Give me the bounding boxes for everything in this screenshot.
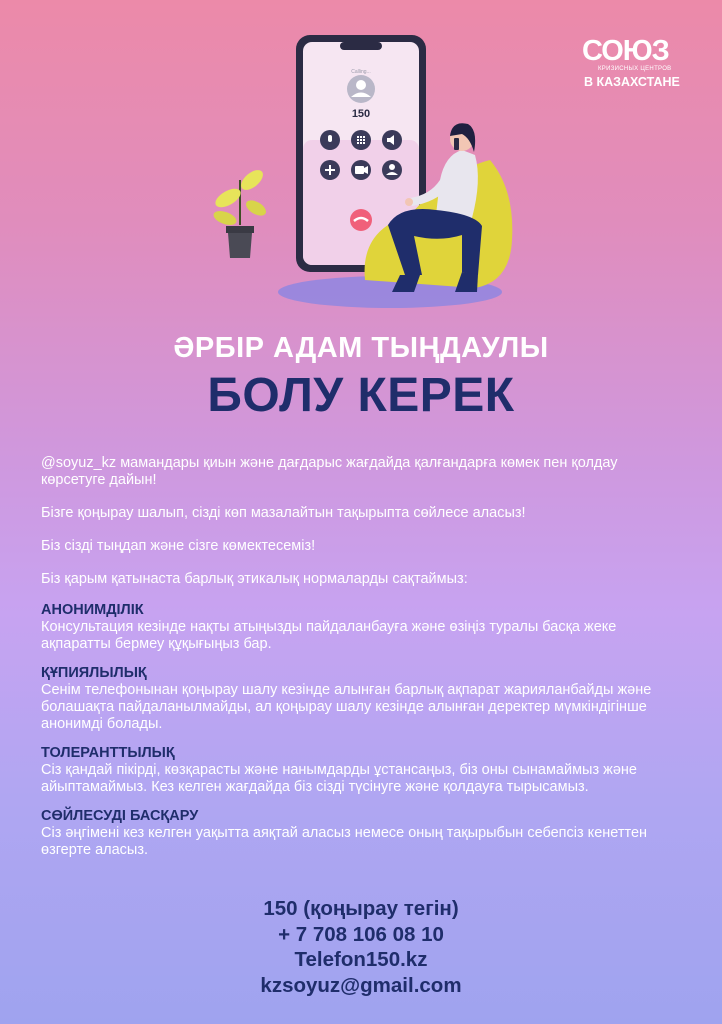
intro-paragraph-1: @soyuz_kz мамандары қиын және дағдарыс жағдайда қалғандарға көмек пен қолдау көрсетуге дайын! [41,455,618,488]
section-tolerance [41,745,681,796]
intro-paragraph-4: Біз қарым қатынаста барлық этикалық нормаларды сақтаймыз: [41,571,468,587]
plant-leaf [212,185,243,211]
phone-call-illustration [200,30,530,315]
intro-paragraph-3: Біз сізді тыңдап және сізге көмектесеміз! [41,538,316,554]
logo-subtitle: КРИЗИСНЫХ ЦЕНТРОВ [598,66,672,72]
section-heading: АНОНИМДІЛІК [41,602,144,618]
section-heading: СӨЙЛЕСУДІ БАСҚАРУ [41,808,199,824]
soyuz-logo [582,36,694,92]
plant-pot [226,226,254,233]
caller-number: 150 [351,108,371,120]
woman-phone [454,138,459,150]
section-text: Сенім телефонынан қоңырау шалу кезінде алынған барлық ақпарат жарияланбайды және болашақта пайдаланылмайды, ал қоңырау шалу кезінде алынған деректер мүмкіндігінше анонимді болады. [41,682,652,732]
contacts-block [0,896,722,998]
headline-line-2: БОЛУ КЕРЕК [207,369,515,422]
section-text: Консультация кезінде нақты атыңызды пайдаланбауға және өзіңіз туралы басқа жеке ақпаратты бермеу құқығыңыз бар. [41,619,617,652]
calling-label: Calling... [351,69,371,75]
logo-region: В КАЗАХСТАНЕ [584,75,680,89]
section-text: Сіз қандай пікірді, көзқарасты және нанымдарды ұстансаңыз, біз оны сынамаймыз және айыптамаймыз. Кез келген жағдайда біз сізді түсінуге және қолдауға тырысамыз. [41,762,637,795]
section-anonymity [41,602,681,653]
section-conversation-control [41,808,681,859]
section-text: Сіз әңгімені кез келген уақытта аяқтай аласыз немесе оның тақырыбын себепсіз кенеттен өзгерте аласыз. [41,825,648,858]
section-confidentiality [41,665,681,733]
website-link[interactable]: Telefon150.kz [294,948,428,971]
logo-main-text: СОЮЗ [582,35,669,67]
section-heading: ТОЛЕРАНТТЫЛЫҚ [41,745,175,761]
hotline-number: 150 (қоңырау тегін) [263,897,459,920]
phone-notch [340,42,382,50]
email-link[interactable]: kzsoyuz@gmail.com [260,973,462,997]
section-heading: ҚҰПИЯЛЫЛЫҚ [41,665,147,681]
intro-paragraph-2: Бізге қоңырау шалып, сізді көп мазалайтын тақырыпта сөйлесе аласыз! [41,505,526,521]
body-text [41,455,681,859]
phone-number[interactable]: + 7 708 106 08 10 [278,922,444,946]
headline-line-1: ӘРБІР АДАМ ТЫҢДАУЛЫ [173,332,549,364]
